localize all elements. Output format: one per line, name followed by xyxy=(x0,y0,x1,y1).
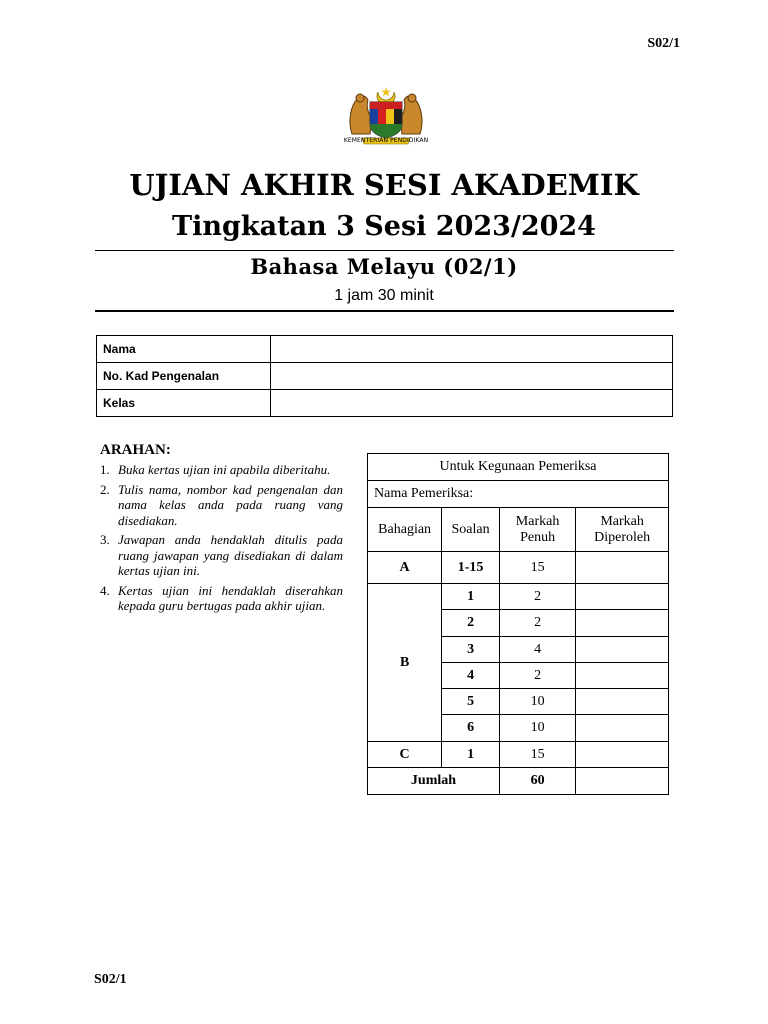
instruction-text: Jawapan anda hendaklah ditulis pada ruang jawapan yang disediakan di dalam kertas ujian ini. xyxy=(118,532,343,578)
student-info-table xyxy=(96,335,673,417)
soalan-cell: 3 xyxy=(442,637,500,663)
instruction-item xyxy=(100,532,343,579)
soalan-cell: 6 xyxy=(442,715,500,742)
info-row-class xyxy=(97,390,673,417)
examiner-table xyxy=(367,453,669,795)
ic-number-field[interactable] xyxy=(271,363,673,390)
table-row xyxy=(368,742,669,768)
markah-penuh-cell: 4 xyxy=(499,637,575,663)
examiner-name-label[interactable]: Nama Pemeriksa: xyxy=(368,481,669,508)
instructions-list xyxy=(100,462,343,618)
exam-title: UJIAN AKHIR SESI AKADEMIK xyxy=(129,168,639,202)
instruction-item xyxy=(100,482,343,529)
divider-top xyxy=(95,250,674,251)
markah-penuh-cell: 15 xyxy=(499,742,575,768)
instruction-number: 2. xyxy=(100,481,110,497)
subject-title: Bahasa Melayu (02/1) xyxy=(250,254,518,279)
instruction-text: Buka kertas ujian ini apabila diberitahu. xyxy=(118,462,331,477)
markah-penuh-cell: 2 xyxy=(499,610,575,637)
divider-bottom xyxy=(95,310,674,312)
info-row-name xyxy=(97,336,673,363)
instructions-title: ARAHAN: xyxy=(100,442,171,458)
soalan-cell: 1 xyxy=(442,742,500,768)
markah-penuh-cell: 2 xyxy=(499,663,575,689)
header-markah-diperoleh: Markah Diperoleh xyxy=(576,508,669,552)
name-field[interactable] xyxy=(271,336,673,363)
instruction-number: 3. xyxy=(100,532,110,547)
soalan-cell: 1-15 xyxy=(442,552,500,584)
markah-diperoleh-cell[interactable] xyxy=(576,584,669,610)
examiner-header-row xyxy=(368,508,669,552)
info-row-ic xyxy=(97,363,673,390)
markah-penuh-cell: 10 xyxy=(499,689,575,715)
total-row xyxy=(368,768,669,795)
total-diperoleh-cell[interactable] xyxy=(576,768,669,795)
markah-diperoleh-cell[interactable] xyxy=(576,637,669,663)
markah-penuh-cell: 15 xyxy=(499,552,575,584)
header-soalan: Soalan xyxy=(442,508,500,552)
markah-diperoleh-cell[interactable] xyxy=(576,610,669,637)
info-label: Nama xyxy=(97,336,271,363)
info-label: No. Kad Pengenalan xyxy=(97,363,271,390)
soalan-cell: 2 xyxy=(442,610,500,637)
examiner-name-row xyxy=(368,481,669,508)
bahagian-cell: A xyxy=(368,552,442,584)
markah-penuh-cell: 10 xyxy=(499,715,575,742)
header-bahagian: Bahagian xyxy=(368,508,442,552)
examiner-title-row xyxy=(368,454,669,481)
total-label: Jumlah xyxy=(368,768,500,795)
bahagian-cell: B xyxy=(368,584,442,742)
table-row xyxy=(368,584,669,610)
soalan-cell: 1 xyxy=(442,584,500,610)
total-value: 60 xyxy=(499,768,575,795)
logo-caption: KEMENTERIAN PENDIDIKAN xyxy=(343,137,429,144)
soalan-cell: 4 xyxy=(442,663,500,689)
exam-duration: 1 jam 30 minit xyxy=(334,287,434,304)
info-label: Kelas xyxy=(97,390,271,417)
markah-diperoleh-cell[interactable] xyxy=(576,663,669,689)
instruction-item xyxy=(100,462,343,478)
paper-code-bottom: S02/1 xyxy=(94,972,127,987)
markah-diperoleh-cell[interactable] xyxy=(576,689,669,715)
class-field[interactable] xyxy=(271,390,673,417)
instruction-item xyxy=(100,583,343,614)
instruction-number: 1. xyxy=(100,462,110,477)
exam-session: Tingkatan 3 Sesi 2023/2024 xyxy=(172,211,596,242)
markah-diperoleh-cell[interactable] xyxy=(576,742,669,768)
header-markah-penuh: Markah Penuh xyxy=(499,508,575,552)
table-row xyxy=(368,552,669,584)
soalan-cell: 5 xyxy=(442,689,500,715)
bahagian-cell: C xyxy=(368,742,442,768)
instruction-text: Kertas ujian ini hendaklah diserahkan kepada guru bertugas pada akhir ujian. xyxy=(118,582,343,613)
instruction-text: Tulis nama, nombor kad pengenalan dan nama kelas anda pada ruang vang disediakan. xyxy=(118,481,343,528)
paper-code-top: S02/1 xyxy=(647,36,680,51)
examiner-title: Untuk Kegunaan Pemeriksa xyxy=(368,454,669,481)
markah-diperoleh-cell[interactable] xyxy=(576,552,669,584)
markah-penuh-cell: 2 xyxy=(499,584,575,610)
markah-diperoleh-cell[interactable] xyxy=(576,715,669,742)
instruction-number: 4. xyxy=(100,582,110,598)
